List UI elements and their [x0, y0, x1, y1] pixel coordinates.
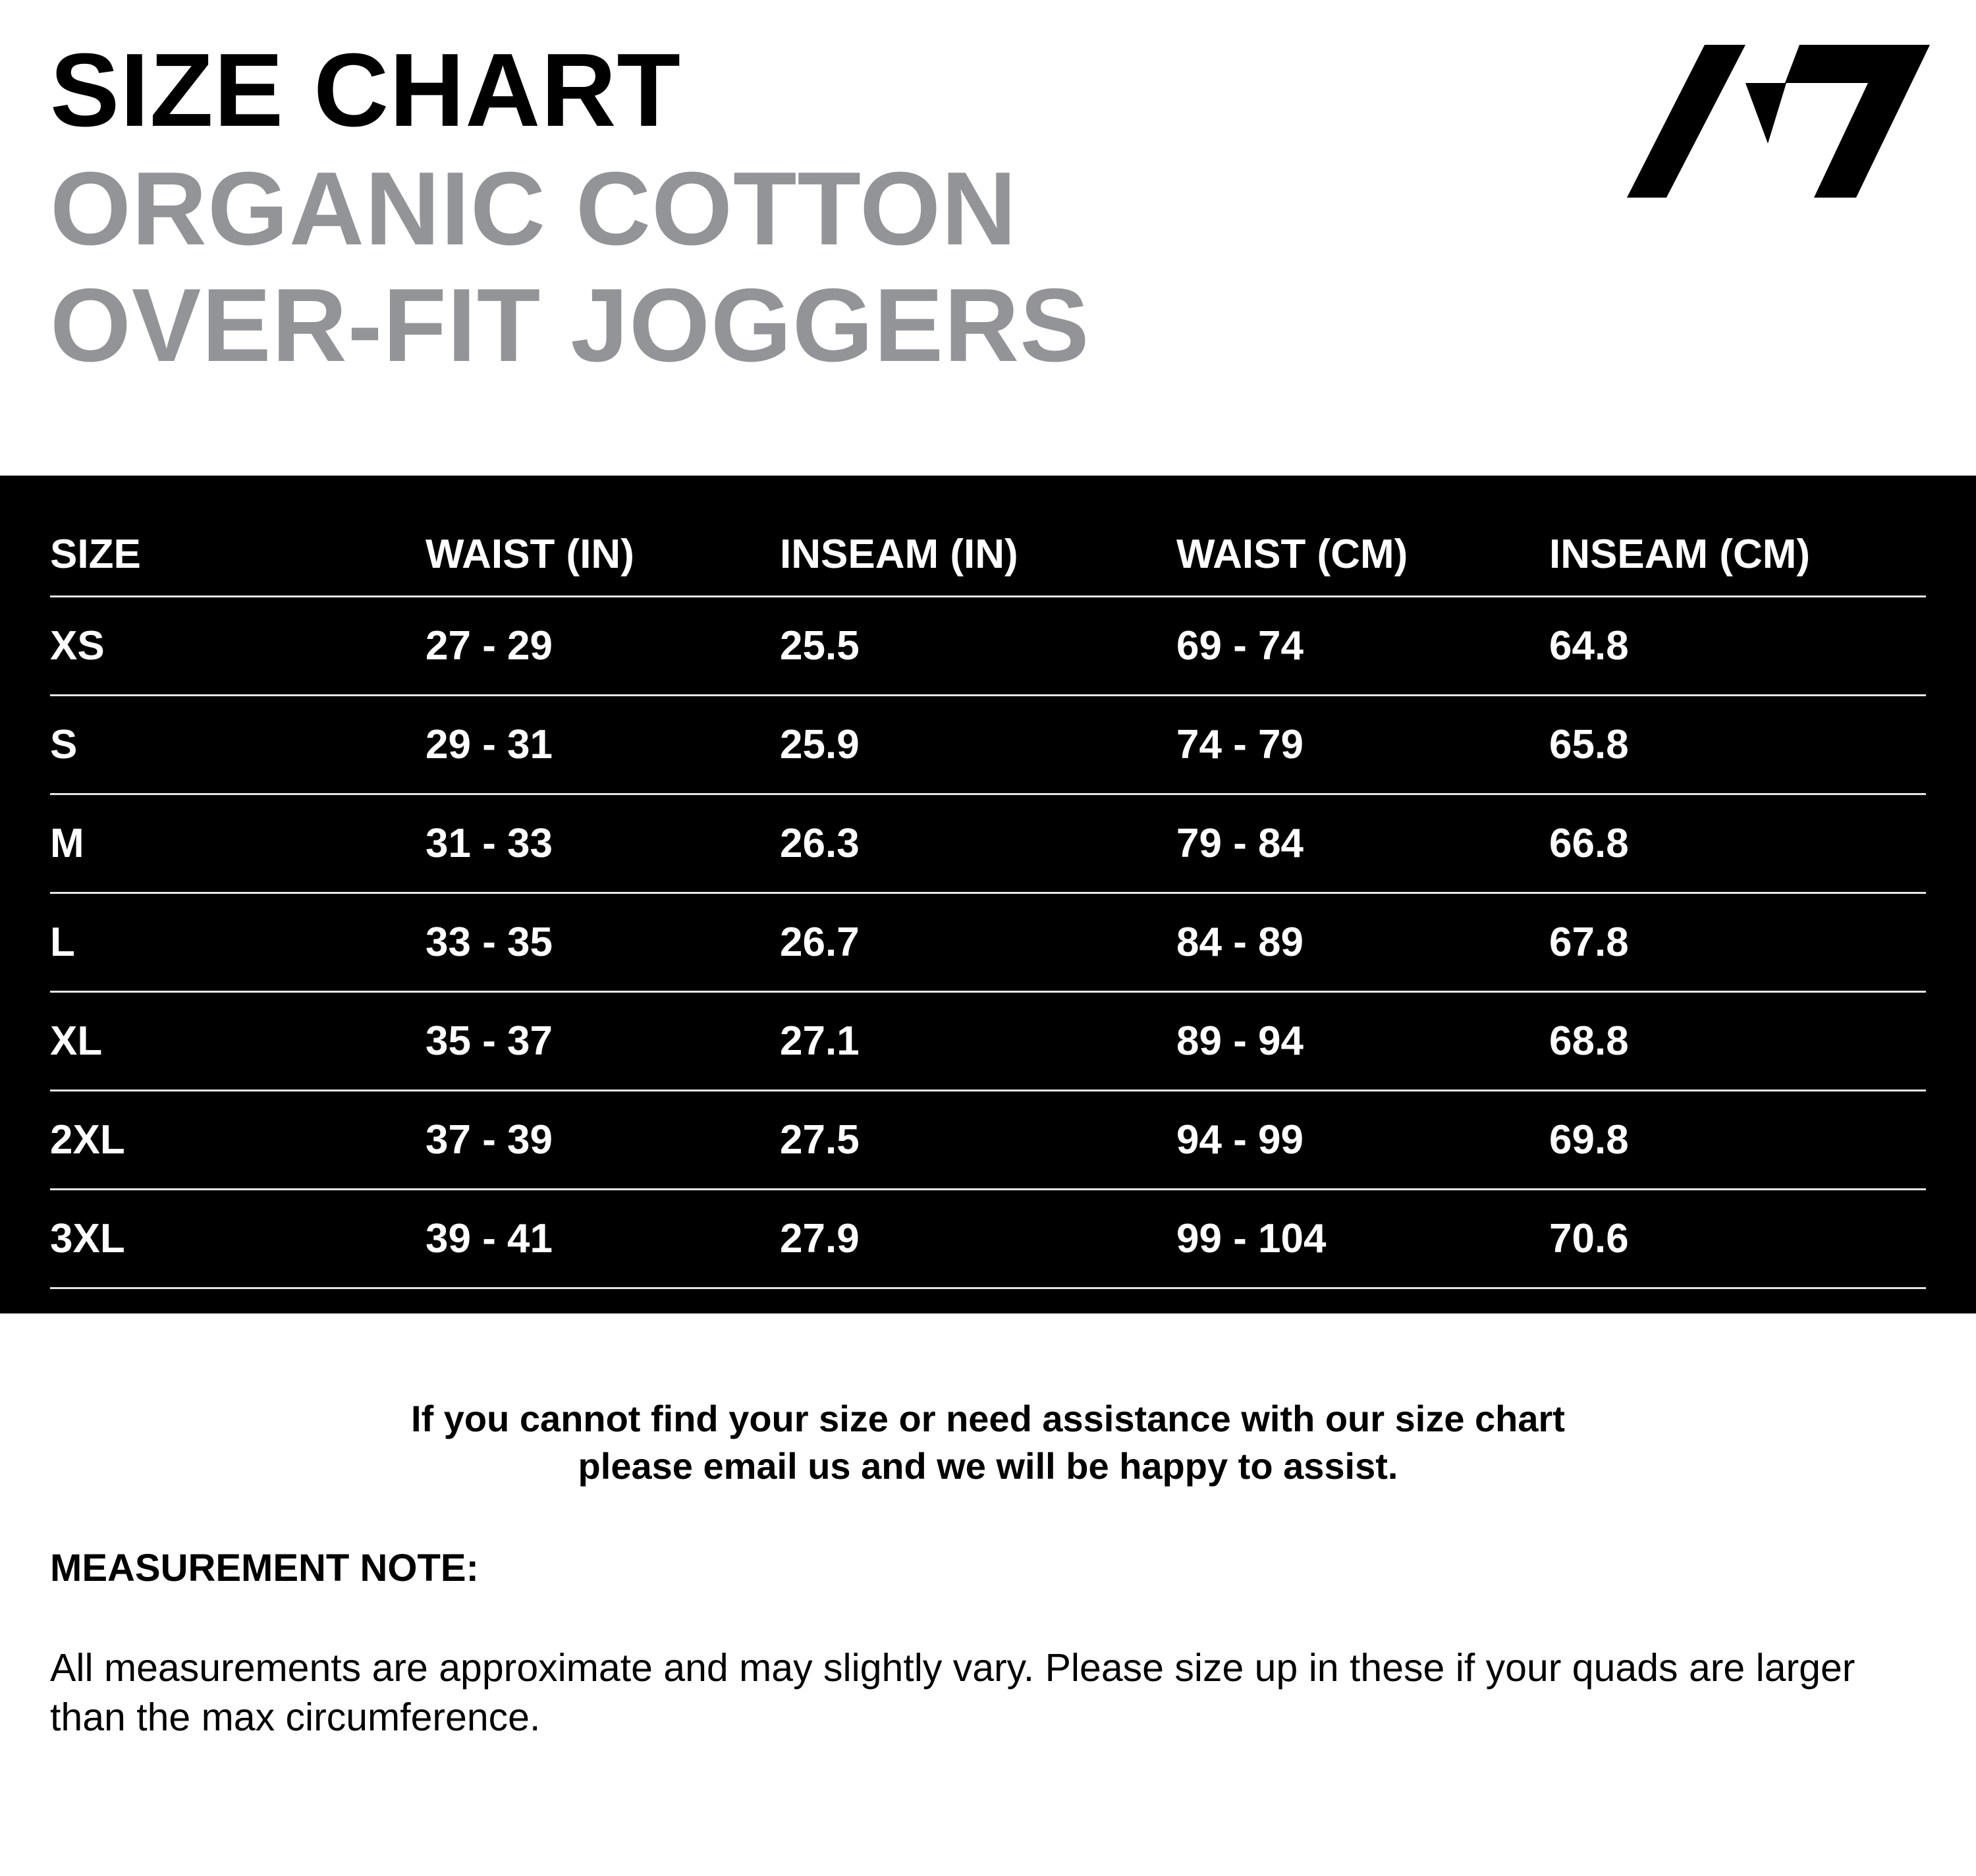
table-row [50, 795, 1926, 894]
column-header-inseam-cm: INSEAM (CM) [1549, 531, 1811, 577]
inseam-in-cell: 25.9 [780, 722, 860, 767]
product-name-line-2: OVER-FIT JOGGERS [50, 267, 1090, 383]
inseam-in-cell: 27.9 [780, 1216, 860, 1261]
size-cell: S [50, 722, 78, 767]
waist-in-cell: 31 - 33 [425, 821, 553, 866]
table-header-row [50, 476, 1926, 597]
assistance-message [0, 1395, 1976, 1490]
inseam-cm-cell: 67.8 [1549, 920, 1629, 965]
measurement-note-heading: MEASUREMENT NOTE: [50, 1547, 479, 1589]
inseam-in-cell: 26.7 [780, 920, 860, 965]
size-cell: 2XL [50, 1117, 125, 1163]
size-table [50, 476, 1926, 1289]
waist-cm-cell: 84 - 89 [1176, 920, 1304, 965]
waist-in-cell: 35 - 37 [425, 1018, 553, 1064]
waist-cm-cell: 99 - 104 [1176, 1216, 1327, 1261]
size-cell: M [50, 821, 84, 866]
table-row [50, 1190, 1926, 1289]
size-table-panel [0, 476, 1976, 1313]
table-row [50, 894, 1926, 993]
column-header-waist-in: WAIST (IN) [425, 531, 634, 577]
waist-in-cell: 27 - 29 [425, 623, 553, 669]
logo-middle-wedge [1745, 83, 1786, 144]
waist-in-cell: 39 - 41 [425, 1216, 553, 1261]
a7-logo-icon [1627, 45, 1930, 203]
product-name-line-1: ORGANIC COTTON [50, 151, 1018, 267]
assistance-line-1: If you cannot find your size or need assistance with our size chart [411, 1398, 1565, 1439]
table-row [50, 1091, 1926, 1190]
waist-in-cell: 33 - 35 [425, 920, 553, 965]
waist-cm-cell: 94 - 99 [1176, 1117, 1304, 1163]
inseam-in-cell: 27.5 [780, 1117, 860, 1163]
table-row [50, 993, 1926, 1091]
inseam-cm-cell: 66.8 [1549, 821, 1629, 866]
column-header-inseam-in: INSEAM (IN) [780, 531, 1018, 577]
inseam-cm-cell: 68.8 [1549, 1018, 1629, 1064]
inseam-cm-cell: 65.8 [1549, 722, 1629, 767]
logo-right-stroke [1785, 45, 1930, 198]
table-row [50, 696, 1926, 795]
column-header-waist-cm: WAIST (CM) [1176, 531, 1408, 577]
inseam-cm-cell: 70.6 [1549, 1216, 1629, 1261]
assistance-line-2: please email us and we will be happy to assist. [578, 1445, 1398, 1487]
inseam-cm-cell: 69.8 [1549, 1117, 1629, 1163]
page-title: SIZE CHART [50, 32, 681, 148]
table-row [50, 597, 1926, 696]
inseam-in-cell: 25.5 [780, 623, 860, 669]
waist-cm-cell: 79 - 84 [1176, 821, 1304, 866]
inseam-cm-cell: 64.8 [1549, 623, 1629, 669]
size-cell: 3XL [50, 1216, 125, 1261]
logo-left-stroke [1627, 45, 1745, 198]
waist-in-cell: 37 - 39 [425, 1117, 553, 1163]
inseam-in-cell: 26.3 [780, 821, 860, 866]
column-header-size: SIZE [50, 531, 141, 577]
waist-cm-cell: 74 - 79 [1176, 722, 1304, 767]
measurement-note-body: All measurements are approximate and may slightly vary. Please size up in these if your quads are larger than the max circumference. [50, 1646, 1855, 1739]
waist-cm-cell: 89 - 94 [1176, 1018, 1304, 1064]
inseam-in-cell: 27.1 [780, 1018, 860, 1064]
size-cell: XL [50, 1018, 103, 1064]
size-cell: L [50, 920, 75, 965]
size-cell: XS [50, 623, 105, 669]
waist-in-cell: 29 - 31 [425, 722, 553, 767]
waist-cm-cell: 69 - 74 [1176, 623, 1304, 669]
